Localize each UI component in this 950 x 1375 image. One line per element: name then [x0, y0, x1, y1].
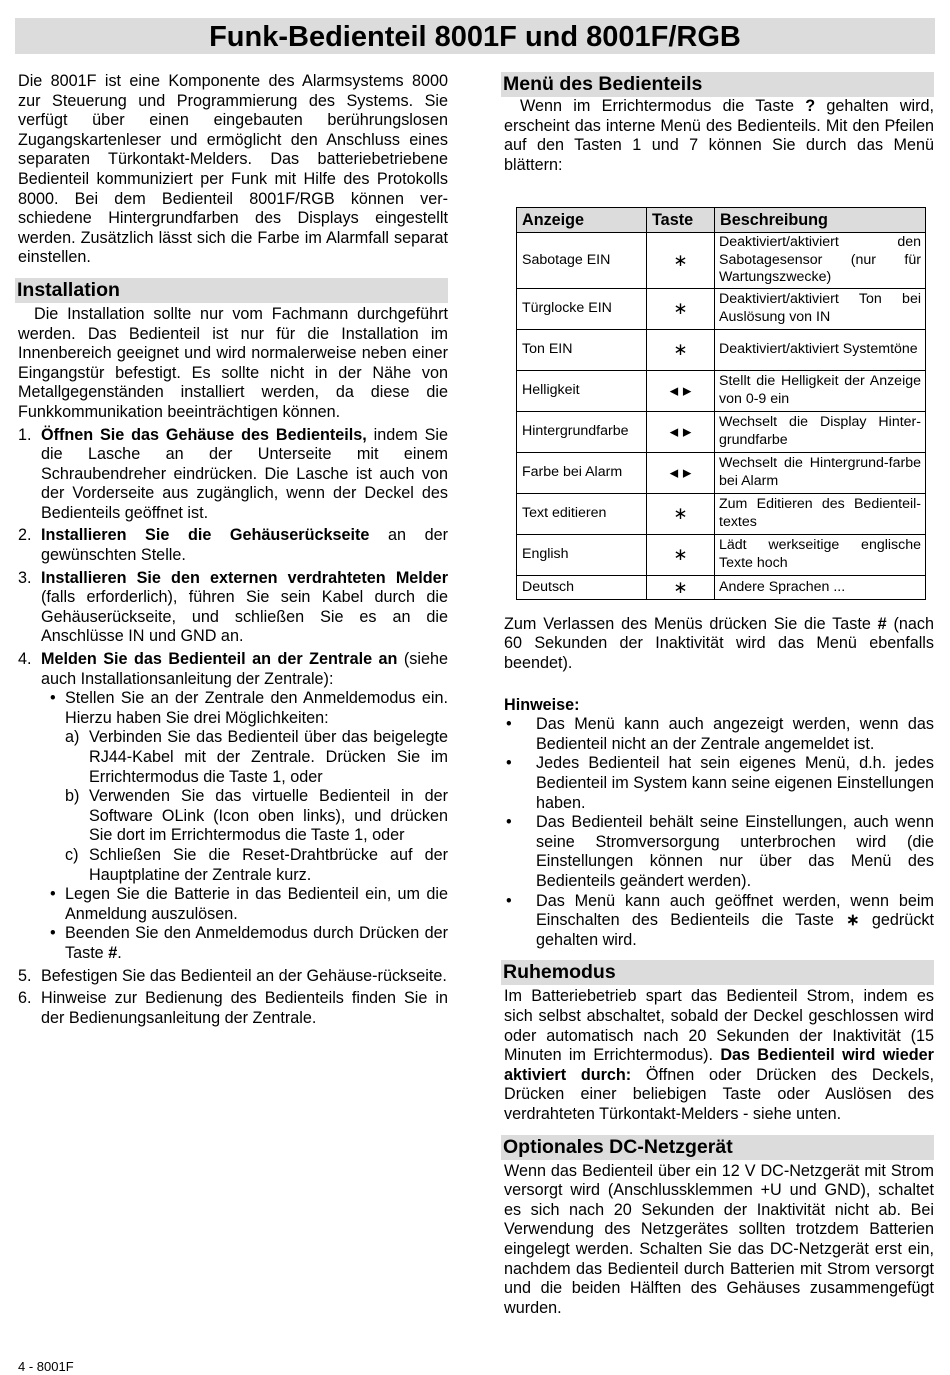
option-item: [65, 787, 448, 846]
cell-beschreibung: Stellt die Helligkeit der Anzeige von 0-9 ein: [715, 370, 926, 411]
menu-exit-text: Zum Verlassen des Menüs drücken Sie die Taste: [504, 614, 878, 633]
bullet-dot: •: [50, 924, 56, 943]
hints-list: [504, 715, 934, 950]
cell-taste: ◂ ▸: [647, 370, 715, 411]
table-row: [517, 370, 926, 411]
bullet-dot: •: [506, 891, 512, 910]
step-bold: Installieren Sie den externen verdrahteten Melder: [41, 568, 448, 587]
bullet-item: [41, 924, 448, 963]
cell-anzeige: Hintergrundfarbe: [517, 411, 647, 452]
hint-text: Das Bedienteil behält seine Einstellungen, auch wenn seine Stromversorgung unterbrochen wird (die Einstellungen können nur über das Menü des Bedienteils geändert werden).: [536, 813, 934, 890]
ruhemodus-heading: Ruhemodus: [501, 960, 934, 985]
cell-anzeige: Sabotage EIN: [517, 233, 647, 289]
cell-beschreibung: Deaktiviert/aktiviert Systemtöne: [715, 329, 926, 370]
dc-heading: Optionales DC-Netzgerät: [501, 1135, 934, 1160]
menu-heading: Menü des Bedienteils: [501, 72, 934, 97]
cell-taste: ∗: [647, 329, 715, 370]
hints-heading: Hinweise:: [504, 695, 580, 714]
option-text: Verwenden Sie das virtuelle Bedienteil in der Software OLink (Icon oben links), und drücken Sie dort im Errichtermodus die Taste 1, oder: [89, 787, 448, 845]
cell-beschreibung: Lädt werkseitige englische Texte hoch: [715, 534, 926, 575]
cell-anzeige: Ton EIN: [517, 329, 647, 370]
step-number: 1.: [18, 425, 32, 444]
step-text: an der gewünschten Stelle.: [41, 526, 448, 565]
hint-text: Das Menü kann auch angezeigt werden, wenn das Bedienteil nicht an der Zentrale angemeldet ist.: [536, 715, 934, 753]
hint-item: [504, 715, 934, 754]
step-item: [18, 569, 448, 647]
cell-anzeige: Farbe bei Alarm: [517, 452, 647, 493]
menu-intro-text: Wenn im Errichtermodus die Taste: [520, 97, 806, 115]
cell-anzeige: Helligkeit: [517, 370, 647, 411]
step-number: 2.: [18, 526, 32, 545]
menu-exit-paragraph: [504, 615, 934, 674]
step-number: 6.: [18, 989, 32, 1008]
hint-text: Jedes Bedienteil hat sein eigenes Menü, d.h. jedes Bedienteil im System kann seine eigenen Einstellungen haben.: [536, 754, 934, 812]
option-text: Verbinden Sie das Bedienteil über das beigelegte RJ44-Kabel mit der Zentrale. Drücken Sie im Errichtermodus die Taste 1, oder: [89, 728, 448, 786]
step-bold: Melden Sie das Bedienteil an der Zentrale an: [41, 650, 398, 669]
hint-text-end: gedrückt gehalten wird.: [536, 911, 934, 949]
dc-paragraph: Wenn das Bedienteil über ein 12 V DC-Netzgerät mit Strom versorgt wird (Anschlussklemmen +U und GND), schaltet es sich nach 20 Sekunden der Inaktivität nicht ab. Bei Verwendung des Netzgerätes sollten trotzdem Batterien eingelegt werden. Schalten Sie das DC-Netzgerät erst ein, nachdem das Bedienteil durch Batterien mit Strom versorgt und die beiden Hälften des Gehäuses zusammengefügt wurden.: [504, 1161, 934, 1317]
bullet-item: [41, 689, 448, 885]
key-symbol: ?: [805, 97, 816, 115]
table-row: [517, 411, 926, 452]
key-symbol: #: [108, 943, 118, 962]
step-number: 4.: [18, 650, 32, 669]
table-row: [517, 233, 926, 289]
bullet-dot: •: [506, 754, 512, 773]
option-text: Schließen Sie die Reset-Drahtbrücke auf der Hauptplatine der Zentrale kurz.: [89, 845, 448, 884]
bullet-text-end: .: [117, 943, 122, 962]
cell-taste: ∗: [647, 534, 715, 575]
step-bold: Installieren Sie die Gehäuserückseite: [41, 526, 370, 545]
cell-beschreibung: Deaktiviert/aktiviert Ton bei Auslösung von IN: [715, 288, 926, 329]
hint-item: [504, 892, 934, 951]
bullet-dot: •: [50, 885, 56, 904]
cell-taste: ∗: [647, 288, 715, 329]
page-title: Funk-Bedienteil 8001F und 8001F/RGB: [15, 18, 935, 54]
step-item: [18, 650, 448, 964]
cell-beschreibung: Wechselt die Hintergrund-farbe bei Alarm: [715, 452, 926, 493]
cell-anzeige: Text editieren: [517, 493, 647, 534]
header-taste: Taste: [647, 208, 715, 233]
option-item: [65, 846, 448, 885]
right-column: [504, 72, 934, 1318]
step4-bullets: [41, 689, 448, 963]
cell-taste: ∗: [647, 493, 715, 534]
step-bold: Öffnen Sie das Gehäuse des Bedienteils,: [41, 425, 367, 444]
table-row: [517, 329, 926, 370]
cell-taste: ∗: [647, 575, 715, 599]
menu-table: [516, 207, 926, 600]
option-list: [65, 728, 448, 885]
hint-item: [504, 754, 934, 813]
table-row: [517, 288, 926, 329]
step-number: 5.: [18, 966, 32, 985]
cell-anzeige: Türglocke EIN: [517, 288, 647, 329]
step-text: Hinweise zur Bedienung des Bedienteils finden Sie in der Bedienungsanleitung der Zentrale.: [41, 989, 448, 1027]
installation-heading: Installation: [15, 278, 448, 303]
intro-paragraph: Die 8001F ist eine Komponente des Alarmsystems 8000 zur Steuerung und Programmierung des Systems. Sie verfügt über einen eingebauten berührungslosen Zugangskartenleser und ermöglicht den Anschluss eines separaten Türkontakt-Melders. Das batteriebetriebene Bedienteil kommuniziert per Funk mit Hilfe des Protokolls 8000. Bei dem Bedienteil 8001F/RGB können ver-schiedene Hintergrundfarben des Displays eingestellt werden. Zusätzlich lässt sich die Farbe im Alarmfall separat einstellen.: [18, 72, 448, 267]
menu-intro: [504, 97, 934, 175]
hint-item: [504, 813, 934, 891]
bullet-text: Beenden Sie den Anmeldemodus durch Drücken der Taste: [65, 924, 448, 962]
option-item: [65, 728, 448, 787]
menu-exit-text-end: (nach 60 Sekunden der Inaktivität wird das Menü ebenfalls beendet).: [504, 614, 934, 673]
bullet-dot: •: [506, 715, 512, 734]
option-letter: b): [65, 787, 80, 806]
cell-beschreibung: Wechselt die Display Hinter-grundfarbe: [715, 411, 926, 452]
table-row: [517, 452, 926, 493]
step-item: [18, 526, 448, 565]
cell-beschreibung: Andere Sprachen ...: [715, 575, 926, 599]
page-footer: 4 - 8001F: [18, 1359, 74, 1374]
step-number: 3.: [18, 568, 32, 587]
installation-paragraph: Die Installation sollte nur vom Fachmann durchgeführt werden. Das Bedienteil ist nur für die Installation im Innenbereich geeignet und wird normalerweise neben einer Eingangstür befestigt. Es sollte nicht in der Nähe von Metallgegenständen installiert werden, da diese die Funkkommunikation beeinträchtigen können.: [18, 304, 448, 421]
installation-steps: [18, 426, 448, 1029]
cell-anzeige: English: [517, 534, 647, 575]
cell-taste: ◂ ▸: [647, 411, 715, 452]
cell-taste: ◂ ▸: [647, 452, 715, 493]
option-letter: a): [65, 728, 80, 747]
option-letter: c): [65, 845, 79, 864]
ruhemodus-text-end: Öffnen oder Drücken des Deckels, Drücken einer beliebigen Taste oder Auslösen des verdrahteten Türkontakt-Melders - siehe unten.: [504, 1065, 934, 1123]
cell-beschreibung: Deaktiviert/aktiviert den Sabotagesensor (nur für Wartungszwecke): [715, 233, 926, 289]
step-item: [18, 967, 448, 987]
step-text: Befestigen Sie das Bedienteil an der Gehäuse-rückseite.: [41, 966, 447, 985]
key-symbol: #: [877, 614, 887, 633]
step-item: [18, 426, 448, 524]
bullet-item: [41, 885, 448, 924]
cell-taste: ∗: [647, 233, 715, 289]
cell-beschreibung: Zum Editieren des Bedienteil-textes: [715, 493, 926, 534]
ruhemodus-text: Im Batteriebetrieb spart das Bedienteil Strom, indem es sich selbst abschaltet, sobald der Deckel geschlossen wird oder automatisch nach 20 Sekunden der Inaktivität (15 Minuten im Errichtermodus).: [504, 987, 934, 1065]
table-header-row: [517, 208, 926, 233]
step-text: (siehe auch Installationsanleitung der Zentrale):: [41, 650, 448, 688]
bullet-dot: •: [50, 689, 56, 708]
bullet-text: Legen Sie die Batterie in das Bedienteil ein, um die Anmeldung auszulösen.: [65, 885, 448, 923]
hint-text: Das Menü kann auch geöffnet werden, wenn beim Einschalten des Bedienteils die Taste: [536, 891, 934, 930]
menu-intro-text-end: gehalten wird, erscheint das interne Menü des Bedienteils. Mit den Pfeilen auf den Tasten 1 und 7 können Sie durch das Menü blättern:: [504, 97, 934, 174]
bullet-text: Stellen Sie an der Zentrale den Anmeldemodus ein. Hierzu haben Sie drei Möglichkeiten:: [65, 689, 448, 727]
ruhemodus-paragraph: [504, 987, 934, 1124]
step-text: (falls erforderlich), führen Sie sein Kabel durch die Gehäuserückseite, und schließen Sie es an die Anschlüsse IN und GND an.: [41, 588, 448, 646]
table-row: [517, 493, 926, 534]
left-column: [18, 72, 448, 1028]
bullet-dot: •: [506, 813, 512, 832]
table-row: [517, 575, 926, 599]
cell-anzeige: Deutsch: [517, 575, 647, 599]
header-anzeige: Anzeige: [517, 208, 647, 233]
header-beschreibung: Beschreibung: [715, 208, 926, 233]
key-symbol: ∗: [846, 911, 860, 930]
step-item: [18, 989, 448, 1028]
table-row: [517, 534, 926, 575]
step-text: indem Sie die Lasche an der Unterseite mit einem Schraubendreher eindrücken. Die Lasche ist auch von der Vorderseite aus zugänglich, wenn der Deckel des Bedienteils geöffnet ist.: [41, 425, 448, 522]
ruhemodus-bold: Das Bedienteil wird wieder aktiviert durch:: [504, 1046, 934, 1084]
